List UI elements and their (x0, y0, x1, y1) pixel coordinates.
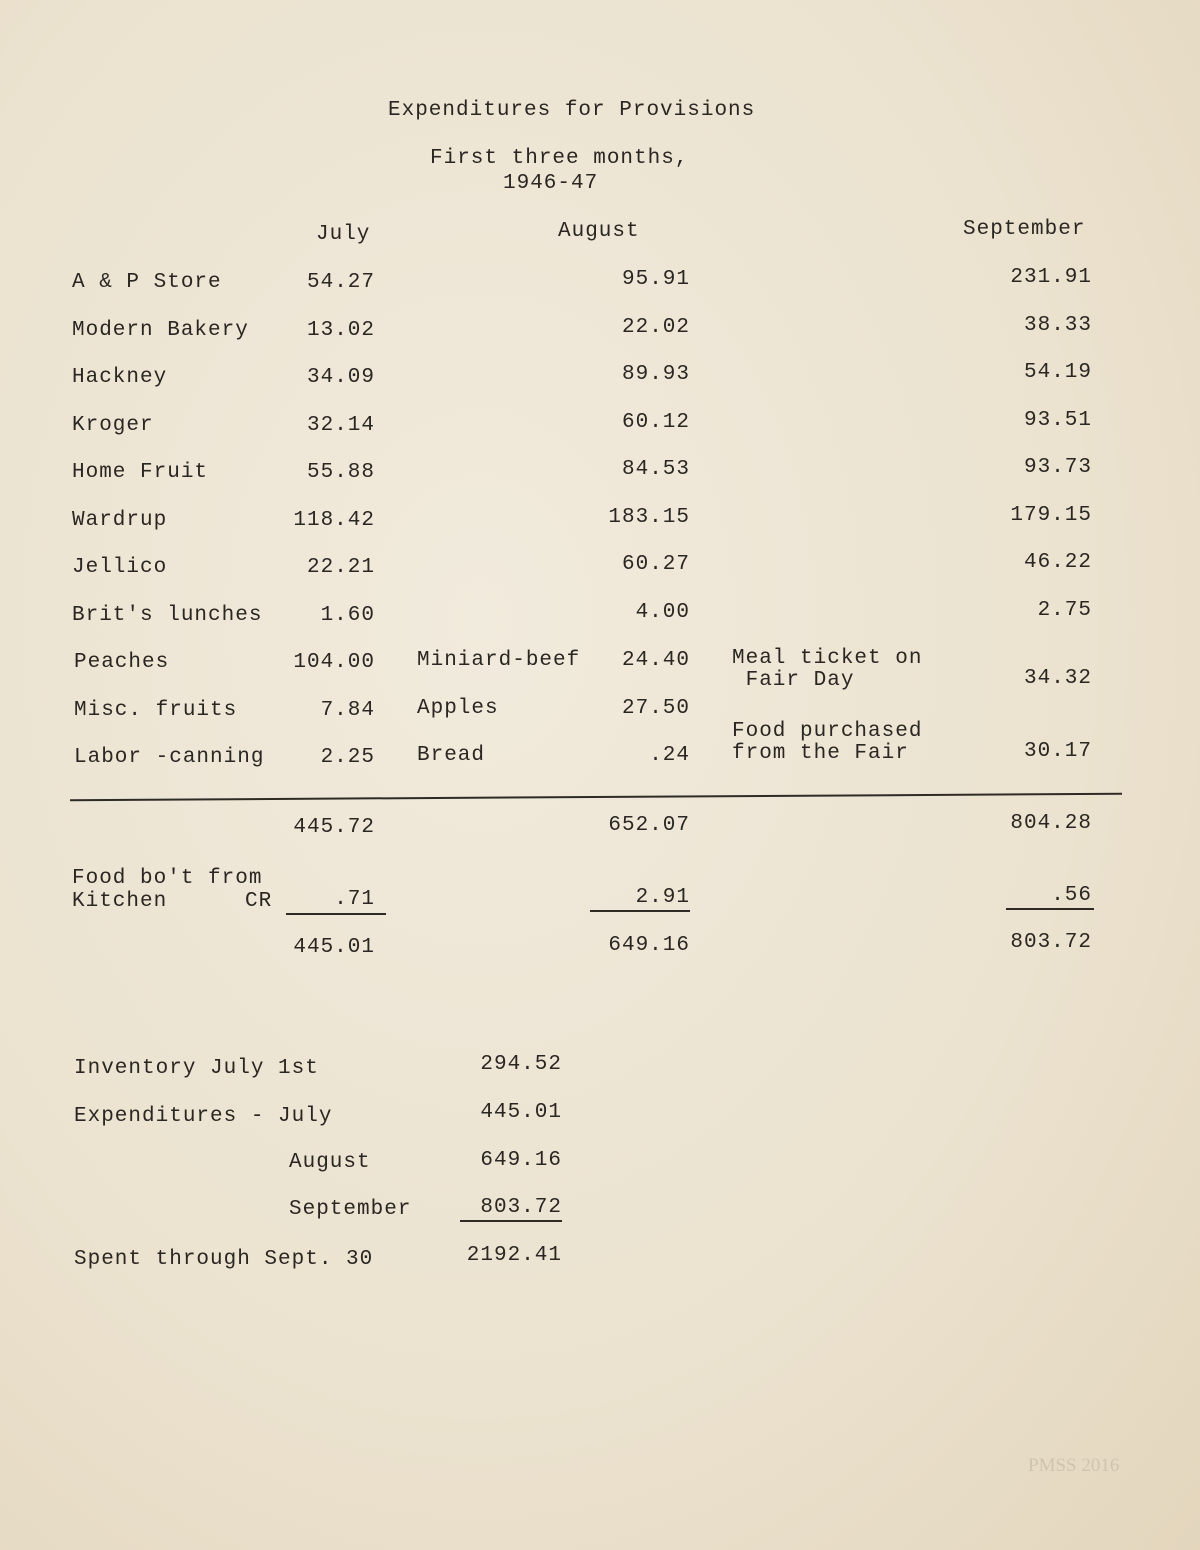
august-extra-label: Apples (417, 696, 499, 720)
row-label: Jellico (72, 556, 168, 579)
row-label: Hackney (72, 366, 168, 389)
row-september-value: 179.15 (1010, 503, 1092, 527)
row-august-value: 22.02 (621, 315, 690, 339)
row-september-value: 231.91 (1010, 266, 1092, 289)
row-july-value: 22.21 (306, 556, 375, 579)
row-august-value: 84.53 (621, 458, 690, 481)
row-label: Home Fruit (72, 461, 209, 484)
summary-total-label: Spent through Sept. 30 (74, 1248, 374, 1271)
subtitle-year: 1946-47 (503, 172, 599, 195)
summary-label: September (289, 1198, 412, 1221)
kitchen-september: .56 (1051, 884, 1092, 907)
watermark: PMSS 2016 (1028, 1455, 1120, 1476)
document-title: Expenditures for Provisions (388, 99, 756, 122)
row-september-value: 38.33 (1023, 313, 1092, 337)
subtotal-august: 652.07 (608, 814, 690, 837)
row-july-value: 32.14 (306, 413, 375, 437)
august-extra-value: 24.40 (621, 649, 690, 672)
underline-september (1006, 908, 1094, 910)
row-september-value: 2.75 (1037, 598, 1092, 622)
row-september-value: 93.73 (1023, 456, 1092, 479)
july-extra-label: Labor -canning (74, 746, 265, 769)
summary-label: Inventory July 1st (74, 1057, 319, 1080)
row-july-value: 118.42 (293, 508, 375, 532)
row-september-value: 93.51 (1023, 408, 1092, 432)
row-july-value: 13.02 (306, 318, 375, 342)
underline-summary (460, 1220, 562, 1222)
underline-july (286, 913, 386, 915)
summary-label: August (289, 1151, 371, 1174)
kitchen-label: Food bo't from (72, 867, 263, 890)
row-label: A & P Store (72, 271, 222, 294)
july-extra-value: 7.84 (320, 698, 375, 722)
september-extra-value: 34.32 (1023, 667, 1092, 690)
total-july: 445.01 (293, 936, 375, 959)
september-extra-label-2: from the Fair (732, 742, 909, 765)
september-extra-label-2: Fair Day (732, 669, 855, 692)
row-september-value: 46.22 (1023, 551, 1092, 574)
row-august-value: 60.12 (621, 410, 690, 434)
row-label: Brit's lunches (72, 603, 263, 627)
july-extra-label: Misc. fruits (74, 698, 238, 722)
kitchen-july: .71 (334, 888, 375, 911)
summary-total-value: 2192.41 (466, 1244, 562, 1267)
row-july-value: 1.60 (320, 603, 375, 627)
august-extra-label: Miniard-beef (417, 649, 581, 672)
subtotal-september: 804.28 (1010, 812, 1092, 835)
subtitle: First three months, (430, 147, 689, 170)
july-extra-value: 2.25 (320, 746, 375, 769)
row-august-value: 183.15 (608, 505, 690, 529)
september-extra-label: Food purchased (732, 720, 923, 743)
row-july-value: 54.27 (306, 271, 375, 294)
row-september-value: 54.19 (1023, 361, 1092, 384)
august-extra-label: Bread (417, 744, 486, 767)
september-extra-label: Meal ticket on (732, 647, 923, 670)
row-august-value: 4.00 (635, 600, 690, 624)
row-july-value: 34.09 (306, 366, 375, 389)
row-july-value: 55.88 (306, 461, 375, 484)
row-label: Modern Bakery (72, 318, 249, 342)
header-september: September (963, 218, 1086, 241)
summary-value: 445.01 (480, 1101, 562, 1124)
header-august: August (558, 220, 640, 243)
underline-august (590, 910, 690, 912)
september-extra-value: 30.17 (1023, 740, 1092, 763)
july-extra-value: 104.00 (293, 651, 375, 674)
august-extra-value: .24 (649, 744, 690, 767)
row-label: Kroger (72, 413, 154, 437)
header-july: July (316, 223, 371, 246)
summary-value: 803.72 (480, 1196, 562, 1219)
summary-value: 294.52 (480, 1053, 562, 1076)
kitchen-cr: CR (245, 890, 273, 913)
kitchen-label-2: Kitchen (72, 890, 168, 913)
kitchen-august: 2.91 (635, 886, 690, 909)
total-september: 803.72 (1010, 931, 1092, 954)
subtotal-july: 445.72 (293, 816, 375, 839)
summary-value: 649.16 (480, 1149, 562, 1172)
july-extra-label: Peaches (74, 651, 170, 674)
row-august-value: 60.27 (621, 553, 690, 576)
august-extra-value: 27.50 (621, 696, 690, 720)
row-august-value: 89.93 (621, 363, 690, 386)
summary-label: Expenditures - July (74, 1105, 333, 1128)
row-august-value: 95.91 (621, 268, 690, 291)
row-label: Wardrup (72, 508, 168, 532)
total-august: 649.16 (608, 934, 690, 957)
